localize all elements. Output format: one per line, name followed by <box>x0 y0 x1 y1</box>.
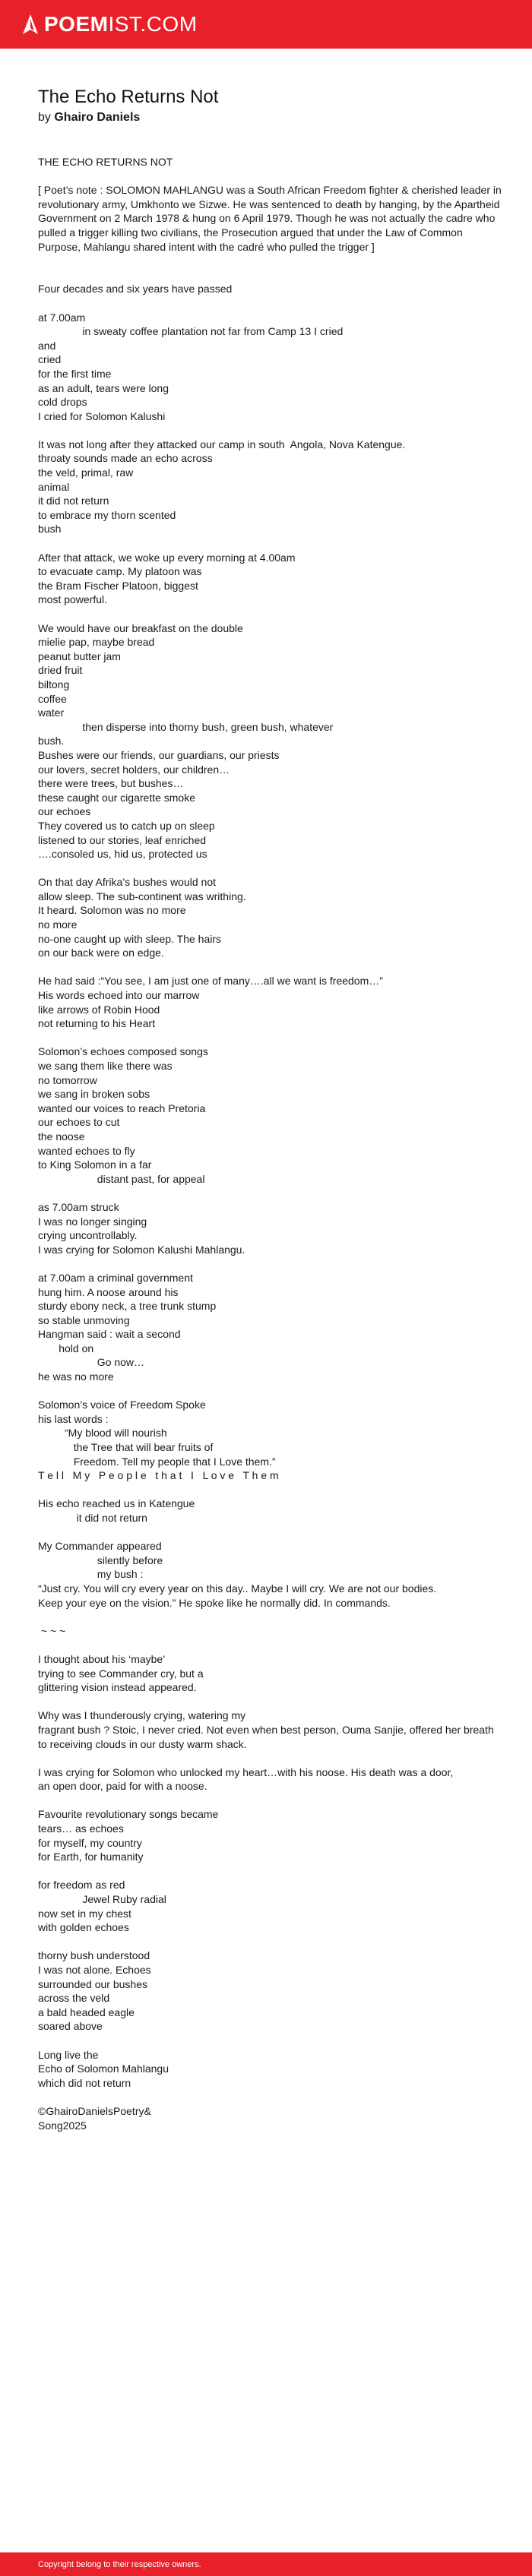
byline-prefix: by <box>38 111 51 124</box>
site-header <box>0 0 532 49</box>
poem-title: The Echo Returns Not <box>38 87 219 107</box>
site-footer <box>0 2552 532 2576</box>
byline <box>38 111 502 125</box>
logo-text-light: IST.COM <box>108 12 198 36</box>
author-link[interactable]: Ghairo Daniels <box>54 111 141 124</box>
copyright-text: Copyright belong to their respective owners. <box>38 2559 201 2569</box>
poem-body: THE ECHO RETURNS NOT [ Poet’s note : SOLOMON MAHLANGU was a South African Freedom fighter & cherished leader in revolutionary army, Umkhonto we Sizwe. He was sentenced to death by hanging, by the Apartheid Government on 2 March 1978 & hung on 6 April 1979. Though he was not actually the cadre who pulled a trigger killing two civilians, the Prosecution argued that under the Law of Common Purpose, Mahlangu shared intent with the cadré who pulled the trigger ] Four decades and six years have passed at 7.00am in sweaty coffee plantation not far from Camp 13 I cried and cried for the first time as an adult, tears were long cold drops I cried for Solomon Kalushi It was not long after they attacked our camp in south Angola, Nova Katengue. throaty sounds made an echo across the veld, primal, raw animal it did not return to embrace my thorn scented bush After that attack, we woke up every morning at 4.00am to evacuate camp. My platoon was the Bram Fischer Platoon, biggest most powerful. We would have our breakfast on the double mielie pap, maybe bread peanut butter jam dried fruit biltong coffee water then disperse into thorny bush, green bush, whatever bush. Bushes were our friends, our guardians, our priests our lovers, secret holders, our children… there were trees, but bushes… these caught our cigarette smoke our echoes They covered us to catch up on sleep listened to our stories, leaf enriched ….consoled us, hid us, protected us On that day Afrika’s bushes would not allow sleep. The sub-continent was writhing. It heard. Solomon was no more no more no-one caught up with sleep. The hairs on our back were on edge. He had said :“You see, I am just one of many….all we want is freedom…” His words echoed into our marrow like arrows of Robin Hood not returning to his Heart Solomon’s echoes composed songs we sang them like there was no tomorrow we sang in broken sobs wanted our voices to reach Pretoria our echoes to cut the noose wanted echoes to fly to King Solomon in a far distant past, for appeal as 7.00am struck I was no longer singing crying uncontrollably. I was crying for Solomon Kalushi Mahlangu. at 7.00am a criminal government hung him. A noose around his sturdy ebony neck, a tree trunk stump so stable unmoving Hangman said : wait a second hold on Go now… he was no more Solomon’s voice of Freedom Spoke his last words : “My blood will nourish the Tree that will bear fruits of Freedom. Tell my people that I Love them.” T e l l M y P e o p l e t h a t I L o v e T h e m His echo reached us in Katengue it did not return My Commander appeared silently before my bush : “Just cry. You will cry every year on this day.. Maybe I will cry. We are not our bodies. Keep your eye on the vision.” He spoke like he normally did. In commands. ~ ~ ~ I thought about his ‘maybe’ trying to see Commander cry, but a glittering vision instead appeared. Why was I thunderously crying, watering my fragrant bush ? Stoic, I never cried. Not even when best person, Ouma Sanjie, offered her breath to receiving clouds in our dusty warm shack. I was crying for Solomon who unlocked my heart…with his noose. His death was a door, an open door, paid for with a noose. Favourite revolutionary songs became tears… as echoes for myself, my country for Earth, for humanity for freedom as red Jewel Ruby radial now set in my chest with golden echoes thorny bush understood I was not alone. Echoes surrounded our bushes across the veld a bald headed eagle soared above Long live the Echo of Solomon Mahlangu which did not return ©GhairoDanielsPoetry& Song2025 <box>38 156 502 2132</box>
site-logo[interactable] <box>23 12 198 36</box>
logo-text-bold: POEM <box>44 12 109 36</box>
poem-container <box>38 87 502 2132</box>
quill-logo-icon <box>23 14 38 34</box>
